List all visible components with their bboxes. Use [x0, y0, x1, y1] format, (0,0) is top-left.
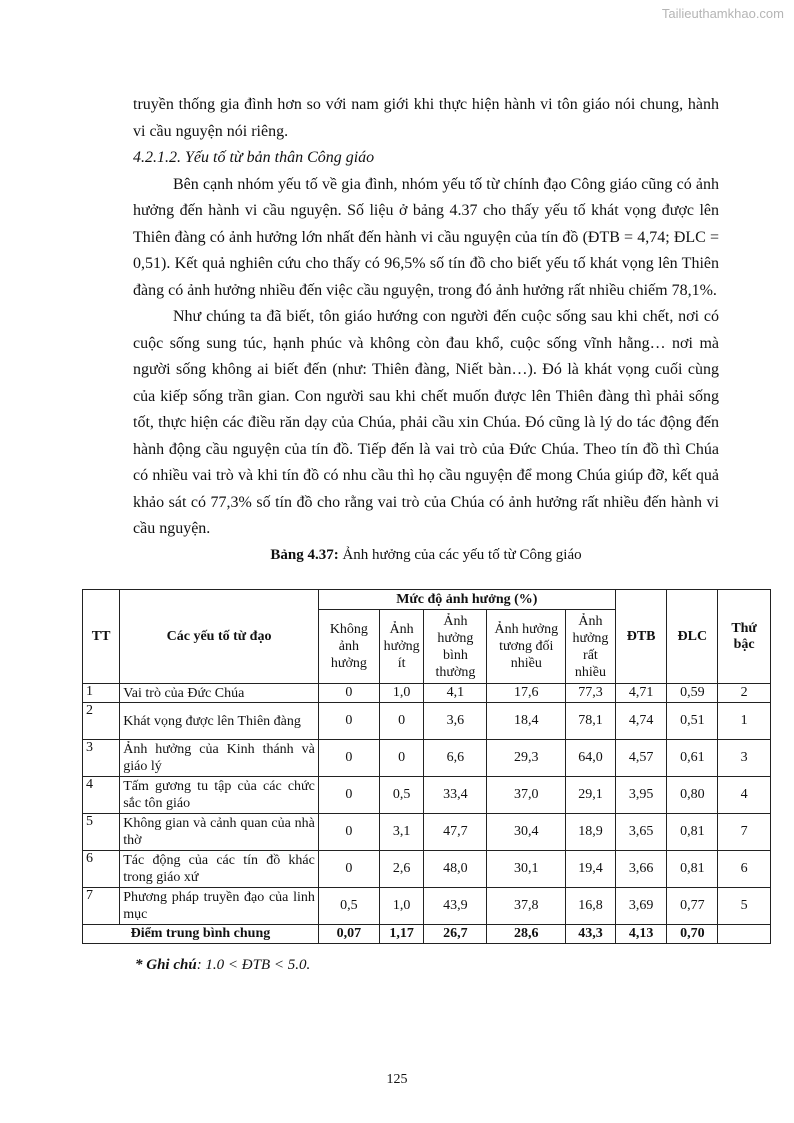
header-factor: Các yếu tố từ đạo — [120, 590, 319, 684]
cell-tt: 7 — [83, 888, 120, 925]
header-level-4: Ảnh hưởng tương đối nhiều — [487, 610, 566, 684]
table-row — [83, 684, 771, 703]
cell-rank: 2 — [718, 684, 771, 703]
cell-value: 29,1 — [566, 777, 616, 814]
cell-rank: 5 — [718, 888, 771, 925]
cell-value: 3,6 — [424, 703, 487, 740]
paragraph-2: Bên cạnh nhóm yếu tố về gia đình, nhóm yếu tố từ chính đạo Công giáo cũng có ảnh hưởng đến hành vi cầu nguyện. Số liệu ở bảng 4.37 cho thấy yếu tố khát vọng được lên Thiên đàng có ảnh hưởng lớn nhất đến hành vi cầu nguyện của tín đồ (ĐTB = 4,74; ĐLC = 0,51). Kết quả nghiên cứu cho thấy có 96,5% số tín đồ cho biết yếu tố khát vọng lên Thiên đàng có ảnh hưởng nhiều đến việc cầu nguyện, trong đó ảnh hưởng rất nhiều chiếm 78,1%. — [133, 175, 719, 299]
influence-table — [82, 589, 771, 944]
cell-value: 18,4 — [487, 703, 566, 740]
cell-value: 64,0 — [566, 740, 616, 777]
table-row — [83, 888, 771, 925]
header-level-3: Ảnh hưởng bình thường — [424, 610, 487, 684]
table-caption — [133, 545, 719, 565]
total-value: 0,07 — [318, 925, 379, 944]
header-group: Mức độ ảnh hưởng (%) — [318, 590, 615, 610]
cell-value: 0 — [379, 703, 423, 740]
cell-value: 33,4 — [424, 777, 487, 814]
cell-dtb: 4,57 — [615, 740, 667, 777]
cell-value: 18,9 — [566, 814, 616, 851]
cell-value: 17,6 — [487, 684, 566, 703]
table-row — [83, 740, 771, 777]
note-text: : 1.0 < ĐTB < 5.0. — [196, 957, 311, 973]
cell-value: 19,4 — [566, 851, 616, 888]
header-dtb: ĐTB — [615, 590, 667, 684]
header-dlc: ĐLC — [667, 590, 718, 684]
cell-rank: 3 — [718, 740, 771, 777]
cell-value: 0,5 — [379, 777, 423, 814]
cell-rank: 1 — [718, 703, 771, 740]
cell-tt: 2 — [83, 703, 120, 740]
cell-factor: Phương pháp truyền đạo của linh mục — [120, 888, 319, 925]
cell-factor: Tấm gương tu tập của các chức sắc tôn giáo — [120, 777, 319, 814]
cell-rank: 7 — [718, 814, 771, 851]
cell-value: 0 — [318, 814, 379, 851]
cell-value: 78,1 — [566, 703, 616, 740]
header-tt: TT — [83, 590, 120, 684]
table-note — [135, 957, 310, 974]
cell-dtb: 3,69 — [615, 888, 667, 925]
cell-tt: 4 — [83, 777, 120, 814]
cell-value: 0 — [318, 684, 379, 703]
table-row — [83, 777, 771, 814]
note-label: * Ghi chú — [135, 957, 197, 973]
header-level-2: Ảnh hưởng ít — [379, 610, 423, 684]
cell-dlc: 0,81 — [667, 851, 718, 888]
cell-value: 48,0 — [424, 851, 487, 888]
cell-value: 30,4 — [487, 814, 566, 851]
table-row — [83, 814, 771, 851]
total-value: 28,6 — [487, 925, 566, 944]
cell-value: 6,6 — [424, 740, 487, 777]
paragraph-1: truyền thống gia đình hơn so với nam giới khi thực hiện hành vi tôn giáo nói chung, hành vi cầu nguyện nói riêng. — [133, 96, 719, 140]
cell-value: 47,7 — [424, 814, 487, 851]
cell-dlc: 0,59 — [667, 684, 718, 703]
cell-rank: 6 — [718, 851, 771, 888]
cell-rank: 4 — [718, 777, 771, 814]
cell-dlc: 0,81 — [667, 814, 718, 851]
cell-tt: 1 — [83, 684, 120, 703]
cell-factor: Tác động của các tín đồ khác trong giáo xứ — [120, 851, 319, 888]
cell-factor: Ảnh hưởng của Kinh thánh và giáo lý — [120, 740, 319, 777]
cell-value: 0 — [318, 703, 379, 740]
cell-factor: Khát vọng được lên Thiên đàng — [120, 703, 319, 740]
page-number: 125 — [386, 1072, 408, 1087]
cell-value: 43,9 — [424, 888, 487, 925]
cell-value: 0,5 — [318, 888, 379, 925]
cell-dlc: 0,77 — [667, 888, 718, 925]
body-text — [133, 92, 719, 565]
table-header-row — [83, 590, 771, 610]
cell-dtb: 4,71 — [615, 684, 667, 703]
header-level-5: Ảnh hưởng rất nhiều — [566, 610, 616, 684]
cell-value: 2,6 — [379, 851, 423, 888]
total-rank — [718, 925, 771, 944]
cell-dtb: 3,65 — [615, 814, 667, 851]
table-total-row — [83, 925, 771, 944]
total-dtb: 4,13 — [615, 925, 667, 944]
cell-tt: 5 — [83, 814, 120, 851]
cell-value: 37,0 — [487, 777, 566, 814]
cell-dlc: 0,51 — [667, 703, 718, 740]
section-heading: 4.2.1.2. Yếu tố từ bản thân Công giáo — [133, 149, 375, 166]
cell-value: 1,0 — [379, 684, 423, 703]
cell-value: 0 — [318, 740, 379, 777]
cell-factor: Không gian và cảnh quan của nhà thờ — [120, 814, 319, 851]
cell-tt: 6 — [83, 851, 120, 888]
table-row — [83, 851, 771, 888]
cell-factor: Vai trò của Đức Chúa — [120, 684, 319, 703]
paragraph-3: Như chúng ta đã biết, tôn giáo hướng con người đến cuộc sống sau khi chết, nơi có cuộc sống sung túc, hạnh phúc và không còn đau khổ, cuộc sống vĩnh hằng… nơi mà người sống không ai biết đến (như: Thiên đàng, Niết bàn…). Đó là khát vọng cuối cùng của kiếp sống trần gian. Con người sau khi chết muốn được lên Thiên đàng thì phải sống tốt, thực hiện các điều răn dạy của Chúa, phải cầu xin Chúa. Đó cũng là lý do tác động đến hành động cầu nguyện của tín đồ. Tiếp đến là vai trò của Đức Chúa. Theo tín đồ thì Chúa có nhiều vai trò và khi tín đồ có nhu cầu thì họ cầu nguyện để mong Chúa giúp đỡ, kết quả khảo sát có 77,3% số tín đồ cho rằng vai trò của Chúa có ảnh hưởng rất nhiều đến hành vi cầu nguyện. — [133, 308, 719, 537]
cell-dlc: 0,80 — [667, 777, 718, 814]
header-rank: Thứ bậc — [718, 590, 771, 684]
table-caption-text: Ảnh hưởng của các yếu tố từ Công giáo — [338, 546, 582, 563]
cell-value: 4,1 — [424, 684, 487, 703]
watermark: Tailieuthamkhao.com — [661, 6, 784, 21]
cell-value: 3,1 — [379, 814, 423, 851]
cell-dtb: 3,66 — [615, 851, 667, 888]
cell-dlc: 0,61 — [667, 740, 718, 777]
cell-value: 0 — [318, 851, 379, 888]
cell-value: 1,0 — [379, 888, 423, 925]
cell-tt: 3 — [83, 740, 120, 777]
header-level-1: Không ảnh hưởng — [318, 610, 379, 684]
table-row — [83, 703, 771, 740]
total-value: 43,3 — [566, 925, 616, 944]
total-dlc: 0,70 — [667, 925, 718, 944]
cell-value: 16,8 — [566, 888, 616, 925]
cell-value: 0 — [379, 740, 423, 777]
cell-value: 37,8 — [487, 888, 566, 925]
total-value: 1,17 — [379, 925, 423, 944]
total-value: 26,7 — [424, 925, 487, 944]
total-label: Điểm trung bình chung — [83, 925, 319, 944]
cell-value: 29,3 — [487, 740, 566, 777]
table-caption-label: Bảng 4.37: — [270, 546, 339, 563]
cell-dtb: 4,74 — [615, 703, 667, 740]
cell-value: 77,3 — [566, 684, 616, 703]
cell-dtb: 3,95 — [615, 777, 667, 814]
cell-value: 0 — [318, 777, 379, 814]
cell-value: 30,1 — [487, 851, 566, 888]
